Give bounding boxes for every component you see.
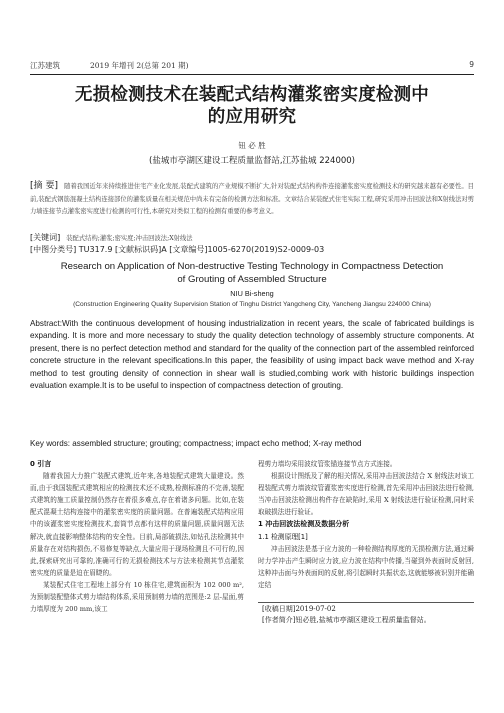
body-paragraph: 程剪力墙均采用波纹管浆锚连接节点方式连接。: [258, 460, 397, 468]
received-value: 2019-07-02: [295, 605, 336, 613]
abstract-en-label: Abstract:: [30, 319, 62, 328]
page-number: 9: [469, 60, 474, 69]
author-bio: [262, 615, 474, 626]
title-en-line1: Research on Application of Non-destructive Testing Technology in Compactness Detection: [60, 261, 444, 272]
body-paragraph: 冲击回波法是基于应力波的一种检测结构厚度的无损检测方法,通过瞬时力学冲击产生瞬时应力波,应力波在结构中传播,当碰到外表面时反射回,这种冲击面与外表面间的反射,将引起瞬时共振状态,这就能够被识别并能确定结: [258, 544, 474, 589]
title-en-line2: of Grouting of Assembled Structure: [177, 274, 327, 285]
footnote: [262, 604, 474, 626]
affiliation-zh: (盐城市亭湖区建设工程质量监督站,江苏盐城 224000): [149, 156, 355, 166]
classification-line: [中图分类号] TU317.9 [文献标识码]A [文章编号]1005-6270(2019)S2-0009-03: [30, 245, 325, 254]
journal-name: 江苏建筑: [30, 61, 60, 70]
received-date: [262, 604, 474, 615]
keywords-en: [30, 438, 474, 450]
abstract-zh-text: 随着我国近年来持续推进住宅产业化发展,装配式建筑的产业规模不断扩大,针对装配式结构构件连接灌浆密实度检测技术的研究越来越有必要性。目前,装配式钢筋混凝土结构连接部位的灌浆质量在相关规范中尚未有完备的检测方法和标准。文章结合某装配式住宅实际工程,研究采用冲击回波法和X射线法对剪力墙连接节点灌浆密实度进行检测的可行性,本研究对类似工程的检测有重要的参考意义。: [30, 183, 474, 215]
header-divider: [30, 74, 474, 75]
section-heading-intro: 0 引言: [30, 460, 52, 468]
body-paragraph: 随着我国大力推广装配式建筑,近年来,各地装配式建筑大量建设。然而,由于我国装配式建筑相应的检测技术还不成熟,检测标准的不完善,装配式建筑的施工质量控制仍然存在着很多难点,存在着诸多问题。比如,在装配式混凝土结构连接中的灌浆密实度的质量问题。在普遍装配式结构应用中的该灌浆密实度检测技术,套筒节点都有这样的质量问题,质量问题无法解决,就直接影响整体结构的安全性。目前,局部破损法,如钻孔法检测其中质量存在对结构损伤,不易修复等缺点,大量应用于现场检测且不可行的,因此,探索研究出可靠的,准确可行的无损检测技术与方法来检测其节点灌浆密实度的质量是迫在眉睫的。: [30, 472, 244, 577]
received-label: [收稿日期]: [262, 605, 296, 613]
title-zh-line1: 无损检测技术在装配式结构灌浆密实度检测中: [75, 85, 429, 105]
author-bio-value: 钮必胜,盐城市亭湖区建设工程质量监督站。: [295, 616, 431, 624]
body-column-left: [30, 458, 244, 615]
section-heading-1: 1 冲击回波法检测及数据分析: [258, 520, 350, 529]
body-paragraph: 根据设计图纸及了解的相关情况,采用冲击回波法结合 X 射线法对该工程装配式剪力墙波纹管灌浆密实度进行检测,首先采用冲击回波法进行检测,当冲击回波法检测出构件存在缺陷时,采用 X 射线法进行验证检测,同时采取破损法进行验证。: [258, 472, 474, 517]
title-zh: [30, 84, 474, 128]
abstract-en: [30, 318, 474, 392]
keywords-en-label: Key words:: [30, 439, 71, 448]
abstract-zh-label: [摘 要]: [30, 181, 59, 191]
body-paragraph: 某装配式住宅工程地上部分有 10 栋住宅,建筑面积为 102 000 m²,为预制装配整体式剪力墙结构体系,采用预制剪力墙的范围是:2 层-屋面,剪力墙厚度为 200 mm,该工: [30, 580, 244, 614]
title-en: [30, 260, 474, 286]
affiliation-en: (Construction Engineering Quality Supervision Station of Tinghu District Yangcheng City, Yancheng Jiangsu 224000 China): [73, 301, 431, 308]
abstract-en-text: With the continuous development of housing industrialization in recent years, the scale of fabricated buildings is expanding. It is more and more necessary to study the quality detection technology of assembly structure components. At present, there is no perfect detection method and standard for the quality of the connection part of the assembled reinforced concrete structure in the relevant specifications.In this paper, the feasibility of using impact back wave method and X-ray method to test grouting density of connection in shear wall is studied,combing work with historic buildings inspection evaluation example.It is to be useful to inspection of compactness detection of grouting.: [30, 319, 474, 391]
abstract-zh: [30, 180, 474, 219]
title-zh-line2: 的应用研究: [207, 107, 297, 127]
author-en: NIU Bi-sheng: [230, 289, 274, 298]
keywords-en-text: assembled structure; grouting; compactness; impact echo method; X-ray method: [72, 439, 362, 448]
section-heading-1-1: 1.1 检测原理[1]: [258, 532, 308, 541]
footnote-divider: [258, 602, 474, 603]
keywords-zh-text: 装配式结构;灌浆;密实度;冲击回波法;X射线法: [66, 235, 193, 242]
keywords-zh-label: [关键词]: [30, 233, 61, 242]
running-header: [30, 60, 474, 74]
keywords-zh: [30, 232, 474, 243]
author-bio-label: [作者简介]: [262, 616, 296, 624]
body-column-right: [258, 458, 474, 591]
issue-info: 2019 年增刊 2(总第 201 期): [90, 61, 189, 70]
author-zh: 钮 必 胜: [238, 141, 266, 150]
